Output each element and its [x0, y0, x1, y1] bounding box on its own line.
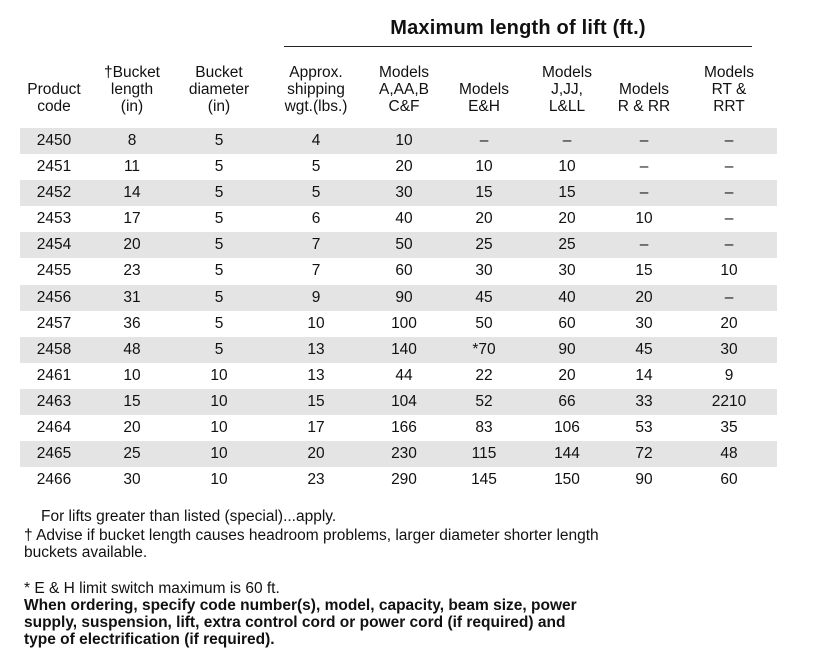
table-cell: 2453 — [36, 210, 72, 228]
column-header-line: (in) — [207, 98, 231, 115]
table-cell: 20 — [635, 288, 653, 306]
column-header-line: A,AA,B — [379, 81, 429, 98]
table-cell: 30 — [395, 184, 413, 202]
table-cell: 72 — [635, 445, 653, 463]
table-cell: – — [724, 132, 734, 149]
table-cell: 10 — [210, 445, 228, 463]
table-cell: 10 — [475, 158, 493, 176]
note-ordering-line1: When ordering, specify code number(s), model, capacity, beam size, power — [24, 597, 577, 614]
column-header-line: (in) — [120, 98, 144, 115]
table-cell: 10 — [210, 419, 228, 437]
column-header-line: E&H — [468, 98, 500, 115]
table-cell: 13 — [307, 340, 325, 358]
table-cell: 45 — [475, 288, 493, 306]
table-cell: 50 — [475, 314, 493, 332]
table-cell: 90 — [395, 288, 413, 306]
column-header-line: Models — [379, 64, 429, 81]
table-row — [20, 258, 777, 284]
table-cell: – — [639, 132, 649, 149]
table-cell: 20 — [558, 366, 576, 384]
table-cell: 115 — [471, 445, 497, 463]
column-header-line: C&F — [388, 98, 420, 115]
table-cell: 17 — [307, 419, 325, 437]
table-cell: 2456 — [36, 288, 72, 306]
table-cell: 60 — [720, 471, 738, 489]
table-row — [20, 337, 777, 363]
table-cell: 52 — [475, 392, 493, 410]
table-cell: 5 — [214, 340, 224, 358]
table-cell: 20 — [475, 210, 493, 228]
table-cell: 66 — [558, 392, 576, 410]
table-cell: 2452 — [36, 184, 72, 202]
table-cell: 5 — [214, 132, 224, 149]
table-cell: 40 — [558, 288, 576, 306]
table-cell: 83 — [475, 419, 493, 437]
table-cell: 4 — [311, 132, 321, 149]
note-ordering-line3: type of electrification (if required). — [24, 631, 275, 648]
table-cell: 15 — [307, 392, 325, 410]
table-cell: 5 — [214, 236, 224, 254]
table-cell: 15 — [475, 184, 493, 202]
table-cell: 30 — [123, 471, 141, 489]
table-cell: 10 — [395, 132, 413, 149]
table-row — [20, 285, 777, 311]
table-cell: 2454 — [36, 236, 72, 254]
column-header-line: Models — [542, 64, 592, 81]
table-cell: 5 — [311, 158, 321, 176]
column-header-6 — [526, 64, 608, 115]
table-cell: 33 — [635, 392, 653, 410]
table-cell: – — [724, 210, 734, 228]
column-header-line: Models — [459, 81, 509, 98]
table-cell: 50 — [395, 236, 413, 254]
table-cell: 2464 — [36, 419, 72, 437]
table-cell: 20 — [307, 445, 325, 463]
table-body — [20, 128, 777, 493]
note-dagger-line1: † Advise if bucket length causes headroom problems, larger diameter shorter length — [24, 527, 599, 544]
table-cell: 10 — [210, 471, 228, 489]
table-cell: 145 — [471, 471, 497, 489]
footnotes — [24, 508, 794, 648]
table-cell: 5 — [214, 210, 224, 228]
table-cell: 2457 — [36, 314, 72, 332]
column-header-line: Models — [704, 64, 754, 81]
table-cell: 17 — [123, 210, 141, 228]
column-header-line: diameter — [188, 81, 250, 98]
column-header-line: RRT — [713, 98, 745, 115]
table-cell: 20 — [558, 210, 576, 228]
table-cell: 10 — [210, 366, 228, 384]
note-special: For lifts greater than listed (special)...apply. — [41, 508, 337, 525]
table-cell: 10 — [123, 366, 141, 384]
table-cell: – — [639, 184, 649, 202]
table-cell: 20 — [720, 314, 738, 332]
table-cell: 23 — [123, 262, 141, 280]
table-cell: 10 — [307, 314, 325, 332]
table-cell: 100 — [391, 314, 417, 332]
table-cell: 2465 — [36, 445, 72, 463]
table-cell: 7 — [311, 262, 321, 280]
table-cell: 290 — [391, 471, 417, 489]
table-cell: – — [724, 288, 734, 306]
table-cell: *70 — [472, 340, 496, 358]
table-cell: – — [562, 132, 572, 149]
table-cell: – — [479, 132, 489, 149]
note-star — [24, 580, 794, 597]
table-cell: 48 — [720, 445, 738, 463]
group-header-title: Maximum length of lift (ft.) — [390, 17, 646, 39]
table-cell: 14 — [123, 184, 141, 202]
table-cell: 15 — [635, 262, 653, 280]
table-row — [20, 180, 777, 206]
table-cell: 45 — [635, 340, 653, 358]
note-ordering — [24, 597, 794, 648]
table-cell: 30 — [475, 262, 493, 280]
column-header-line: Models — [619, 81, 669, 98]
table-cell: 7 — [311, 236, 321, 254]
table-cell: 5 — [214, 262, 224, 280]
table-cell: 9 — [311, 288, 321, 306]
table-row — [20, 415, 777, 441]
table-cell: 104 — [391, 392, 417, 410]
table-row — [20, 128, 777, 154]
table-row — [20, 206, 777, 232]
column-header-line: code — [37, 98, 71, 115]
column-header-0 — [16, 64, 92, 115]
table-cell: 36 — [123, 314, 141, 332]
column-header-8 — [688, 64, 770, 115]
table-cell: 10 — [558, 158, 576, 176]
table-cell: 2450 — [36, 132, 72, 149]
table-cell: 5 — [214, 184, 224, 202]
table-row — [20, 389, 777, 415]
table-cell: 2458 — [36, 340, 72, 358]
table-cell: 25 — [123, 445, 141, 463]
table-cell: 8 — [127, 132, 137, 149]
table-cell: 15 — [558, 184, 576, 202]
column-header-line: R & RR — [617, 98, 671, 115]
table-cell: 2461 — [36, 366, 72, 384]
table-cell: 15 — [123, 392, 141, 410]
table-cell: 60 — [395, 262, 413, 280]
column-header-line: shipping — [287, 81, 345, 98]
table-cell: 2451 — [36, 158, 72, 176]
table-cell: – — [639, 236, 649, 254]
column-header-line: J,JJ, — [551, 81, 583, 98]
table-cell: – — [724, 184, 734, 202]
table-cell: 6 — [311, 210, 321, 228]
table-cell: 11 — [123, 158, 141, 176]
table-cell: 150 — [554, 471, 580, 489]
note-ordering-line2: supply, suspension, lift, extra control cord or power cord (if required) and — [24, 614, 566, 631]
table-row — [20, 441, 777, 467]
column-header-line — [16, 64, 92, 81]
table-cell: – — [724, 236, 734, 254]
column-header-line: L&LL — [548, 98, 586, 115]
table-cell: 20 — [123, 236, 141, 254]
column-header-1 — [92, 64, 172, 115]
column-header-4 — [364, 64, 444, 115]
table-cell: 60 — [558, 314, 576, 332]
table-cell: 5 — [311, 184, 321, 202]
table-cell: 166 — [391, 419, 417, 437]
table-cell: 90 — [635, 471, 653, 489]
table-cell: 22 — [475, 366, 493, 384]
table-cell: 30 — [558, 262, 576, 280]
column-header-line: Bucket — [195, 64, 243, 81]
table-cell: 10 — [210, 392, 228, 410]
note-dagger — [24, 527, 794, 561]
table-cell: – — [639, 158, 649, 176]
column-header-2 — [176, 64, 262, 115]
group-header-rule — [284, 46, 752, 47]
table-cell: 2455 — [36, 262, 72, 280]
table-cell: 5 — [214, 314, 224, 332]
table-cell: 2463 — [36, 392, 72, 410]
table-cell: 14 — [635, 366, 653, 384]
note-dagger-line2: buckets available. — [24, 544, 148, 561]
table-row — [20, 311, 777, 337]
table-cell: 30 — [720, 340, 738, 358]
table-cell: 90 — [558, 340, 576, 358]
table-cell: 5 — [214, 288, 224, 306]
table-cell: 44 — [395, 366, 413, 384]
table-cell: 30 — [635, 314, 653, 332]
column-header-7 — [607, 81, 681, 115]
table-cell: 48 — [123, 340, 141, 358]
column-header-line: wgt.(lbs.) — [284, 98, 348, 115]
table-cell: 140 — [391, 340, 417, 358]
table-row — [20, 363, 777, 389]
table-cell: 2210 — [711, 392, 747, 410]
table-cell: 144 — [554, 445, 580, 463]
table-cell: 20 — [123, 419, 141, 437]
column-header-line: Product — [27, 81, 81, 98]
table-cell: 53 — [635, 419, 653, 437]
table-cell: 5 — [214, 158, 224, 176]
table-row — [20, 467, 777, 493]
column-header-line: RT & — [711, 81, 747, 98]
note-star-text: * E & H limit switch maximum is 60 ft. — [24, 580, 280, 597]
table-cell: 106 — [554, 419, 580, 437]
table-cell: 230 — [391, 445, 417, 463]
table-row — [20, 154, 777, 180]
table-cell: – — [724, 158, 734, 176]
table-cell: 2466 — [36, 471, 72, 489]
table-cell: 35 — [720, 419, 738, 437]
table-cell: 20 — [395, 158, 413, 176]
table-cell: 10 — [720, 262, 738, 280]
column-header-5 — [447, 81, 521, 115]
table-cell: 40 — [395, 210, 413, 228]
table-cell: 9 — [724, 366, 734, 384]
table-row — [20, 232, 777, 258]
column-header-line: Approx. — [289, 64, 343, 81]
table-cell: 10 — [635, 210, 653, 228]
table-cell: 25 — [475, 236, 493, 254]
table-cell: 31 — [123, 288, 141, 306]
table-cell: 25 — [558, 236, 576, 254]
table-cell: 13 — [307, 366, 325, 384]
column-header-3 — [270, 64, 362, 115]
table-cell: 23 — [307, 471, 325, 489]
column-header-line: †Bucket — [103, 64, 160, 81]
column-header-line: length — [110, 81, 154, 98]
